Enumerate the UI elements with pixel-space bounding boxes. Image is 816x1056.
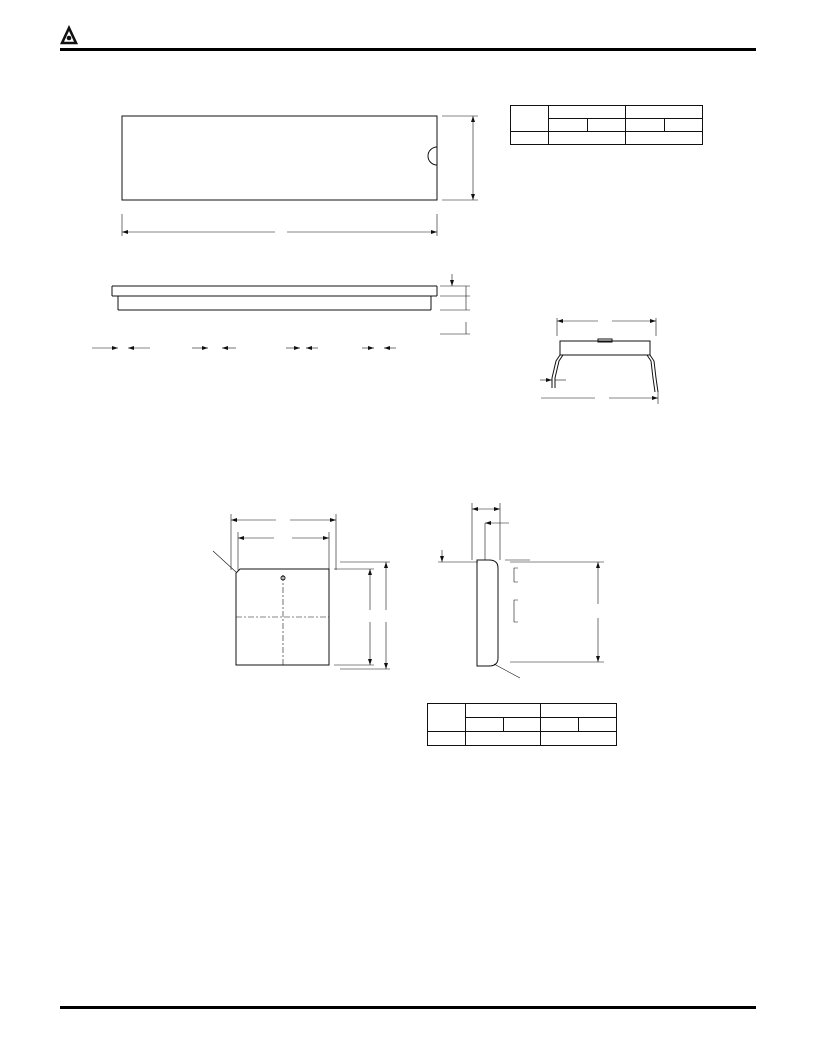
note-3: [233, 718, 287, 727]
footer-rule: [60, 1006, 756, 1009]
plcc-notes: [233, 715, 287, 727]
symbol-header: [428, 704, 466, 732]
table-row: [428, 732, 617, 746]
inch-min-header: [541, 718, 579, 732]
inch-header: [541, 704, 617, 718]
plcc-dimension-table: [427, 703, 617, 746]
millimeter-header: [465, 704, 541, 718]
mm-min-header: [465, 718, 503, 732]
inch-max-header: [579, 718, 617, 732]
mm-max-header: [503, 718, 541, 732]
